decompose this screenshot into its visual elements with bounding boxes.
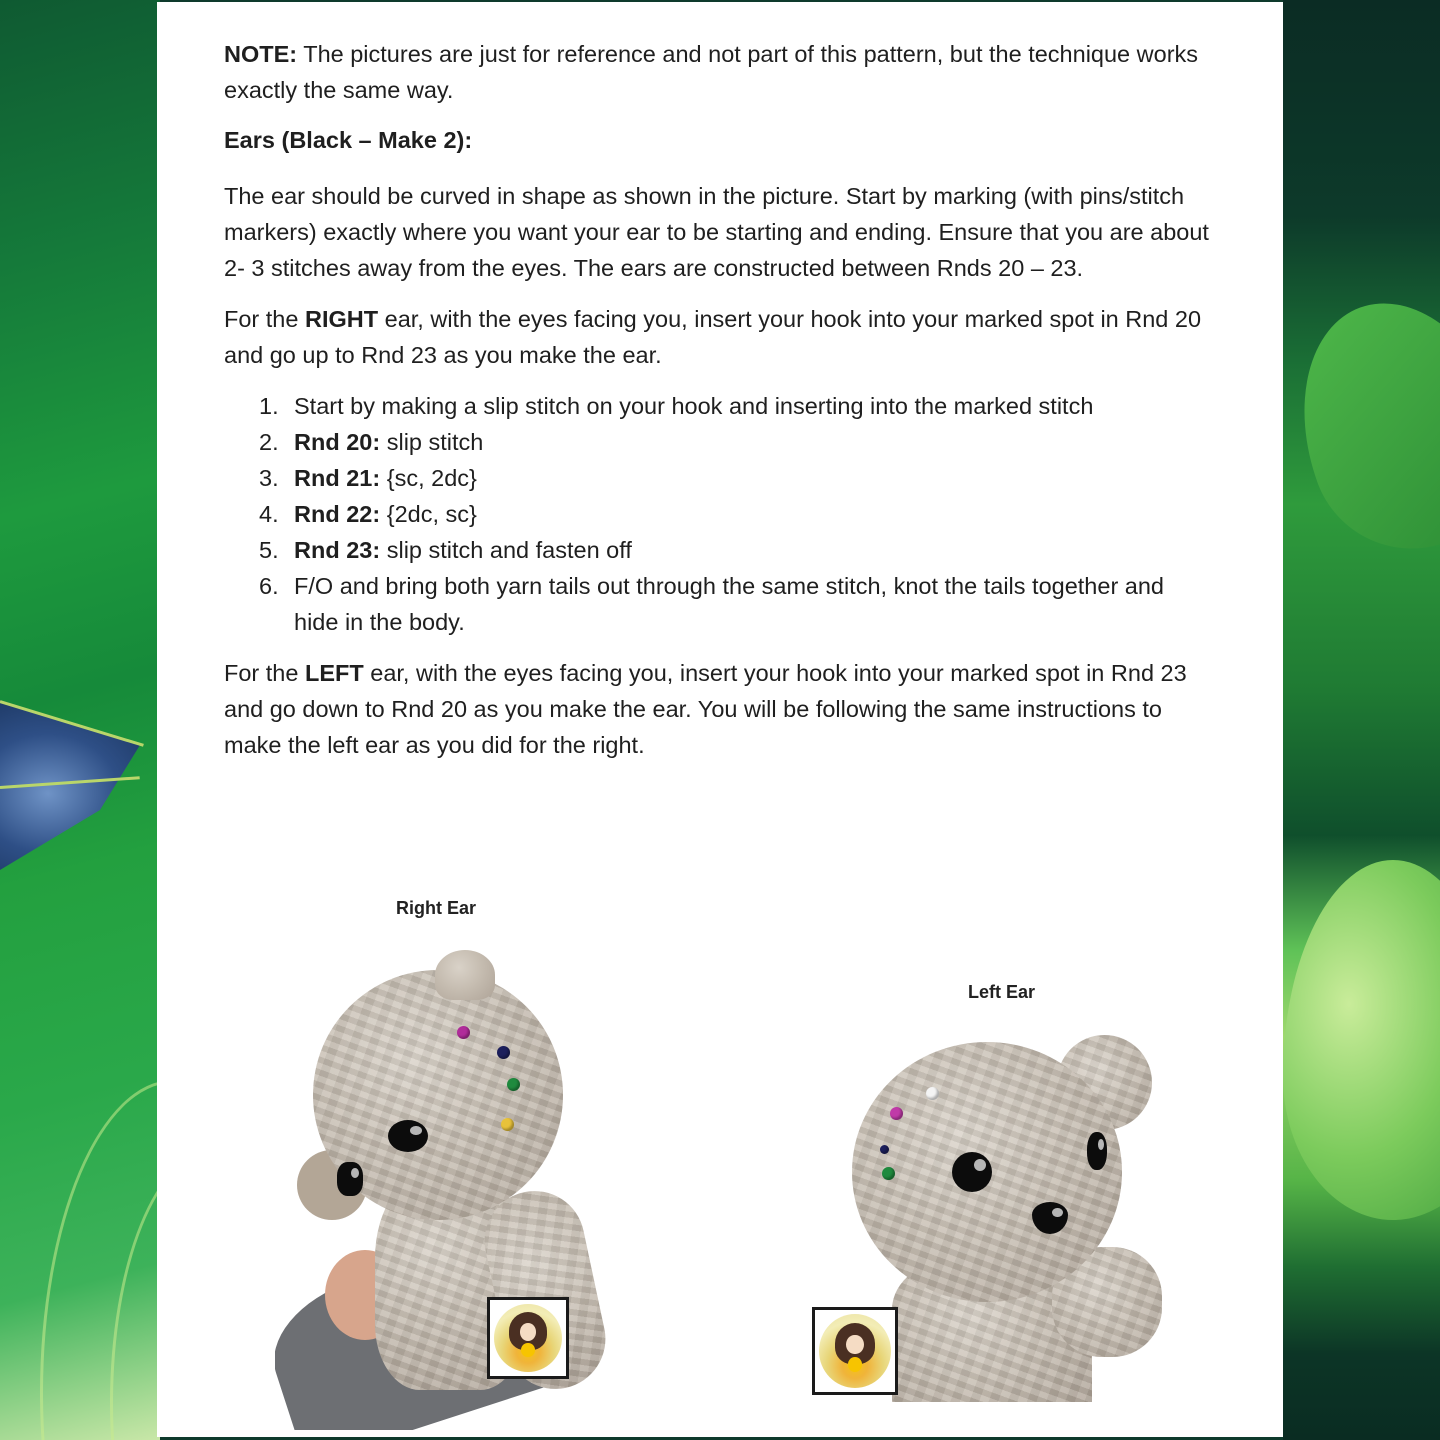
note-paragraph (224, 36, 1214, 108)
right-ear-caption: Right Ear (396, 898, 477, 918)
stitch-marker-pin (926, 1087, 939, 1100)
eye-icon (952, 1152, 992, 1192)
step-item (259, 424, 1214, 460)
leaf-background-left (0, 0, 160, 1440)
step-text (294, 424, 1214, 460)
step-body: F/O and bring both yarn tails out through the same stitch, knot the tails together and hide in the body. (294, 573, 1165, 635)
step-body: {2dc, sc} (380, 501, 477, 527)
step-text (294, 388, 1214, 424)
step-label: Rnd 22: (294, 501, 381, 527)
right-ear-paragraph (224, 301, 1214, 373)
ear-steps-list (224, 388, 1214, 640)
pattern-text (224, 36, 1214, 763)
step-text (294, 568, 1214, 640)
left-ear-suffix: ear, with the eyes facing you, insert your hook into your marked spot in Rnd 23 and go down to Rnd 20 as you make the ear. You will be following the same instructions to make the left ear as you did for the right. (224, 660, 1187, 758)
step-number: 3. (259, 465, 279, 491)
left-ear-photo (802, 1027, 1182, 1402)
note-text: The pictures are just for reference and not part of this pattern, but the technique works exactly the same way. (224, 41, 1199, 103)
step-number: 1. (259, 393, 279, 419)
step-item (259, 460, 1214, 496)
step-label: Rnd 20: (294, 429, 381, 455)
step-text (294, 532, 1214, 568)
left-ear-caption: Left Ear (968, 982, 1036, 1002)
stitch-marker-pin (497, 1046, 510, 1059)
bear-right-ear (435, 950, 495, 1000)
step-item (259, 496, 1214, 532)
stitch-marker-pin (880, 1145, 889, 1154)
note-label: NOTE: (224, 41, 298, 67)
watermark-logo (487, 1297, 569, 1379)
leaf-background-right (1283, 0, 1440, 1440)
stitch-marker-pin (501, 1118, 514, 1131)
nose-icon (337, 1162, 363, 1196)
step-label: Rnd 23: (294, 537, 381, 563)
step-text (294, 460, 1214, 496)
step-body: slip stitch and fasten off (380, 537, 632, 563)
right-ear-prefix: For the (224, 306, 305, 332)
stitch-marker-pin (882, 1167, 895, 1180)
step-body: slip stitch (380, 429, 484, 455)
step-body: Start by making a slip stitch on your hook and inserting into the marked stitch (294, 393, 1094, 419)
step-number: 2. (259, 429, 279, 455)
right-ear-suffix: ear, with the eyes facing you, insert your hook into your marked spot in Rnd 20 and go up to Rnd 23 as you make the ear. (224, 306, 1202, 368)
step-item (259, 388, 1214, 424)
stitch-marker-pin (890, 1107, 903, 1120)
step-label: Rnd 21: (294, 465, 381, 491)
leaf (1283, 860, 1440, 1220)
section-heading: Ears (Black – Make 2): (224, 127, 473, 153)
step-number: 4. (259, 501, 279, 527)
eye-icon (388, 1120, 428, 1152)
step-item (259, 532, 1214, 568)
left-ear-prefix: For the (224, 660, 305, 686)
left-ear-emphasis: LEFT (304, 660, 364, 686)
watermark-logo (812, 1307, 898, 1395)
stitch-marker-pin (507, 1078, 520, 1091)
intro-paragraph: The ear should be curved in shape as shown in the picture. Start by marking (with pins/stitch markers) exactly where you want your ear to be starting and ending. Ensure that you are about 2- 3 stitches away from the eyes. The ears are constructed between Rnds 20 – 23. (224, 183, 1209, 281)
right-ear-emphasis: RIGHT (304, 306, 379, 332)
right-ear-photo (275, 940, 635, 1430)
leaf (1283, 273, 1440, 576)
step-number: 6. (259, 573, 279, 599)
stitch-marker-pin (457, 1026, 470, 1039)
step-text (294, 496, 1214, 532)
step-number: 5. (259, 537, 279, 563)
left-ear-paragraph (224, 655, 1214, 763)
step-item (259, 568, 1214, 640)
step-body: {sc, 2dc} (380, 465, 477, 491)
eye-icon (1087, 1132, 1107, 1170)
pattern-page (157, 2, 1283, 1437)
